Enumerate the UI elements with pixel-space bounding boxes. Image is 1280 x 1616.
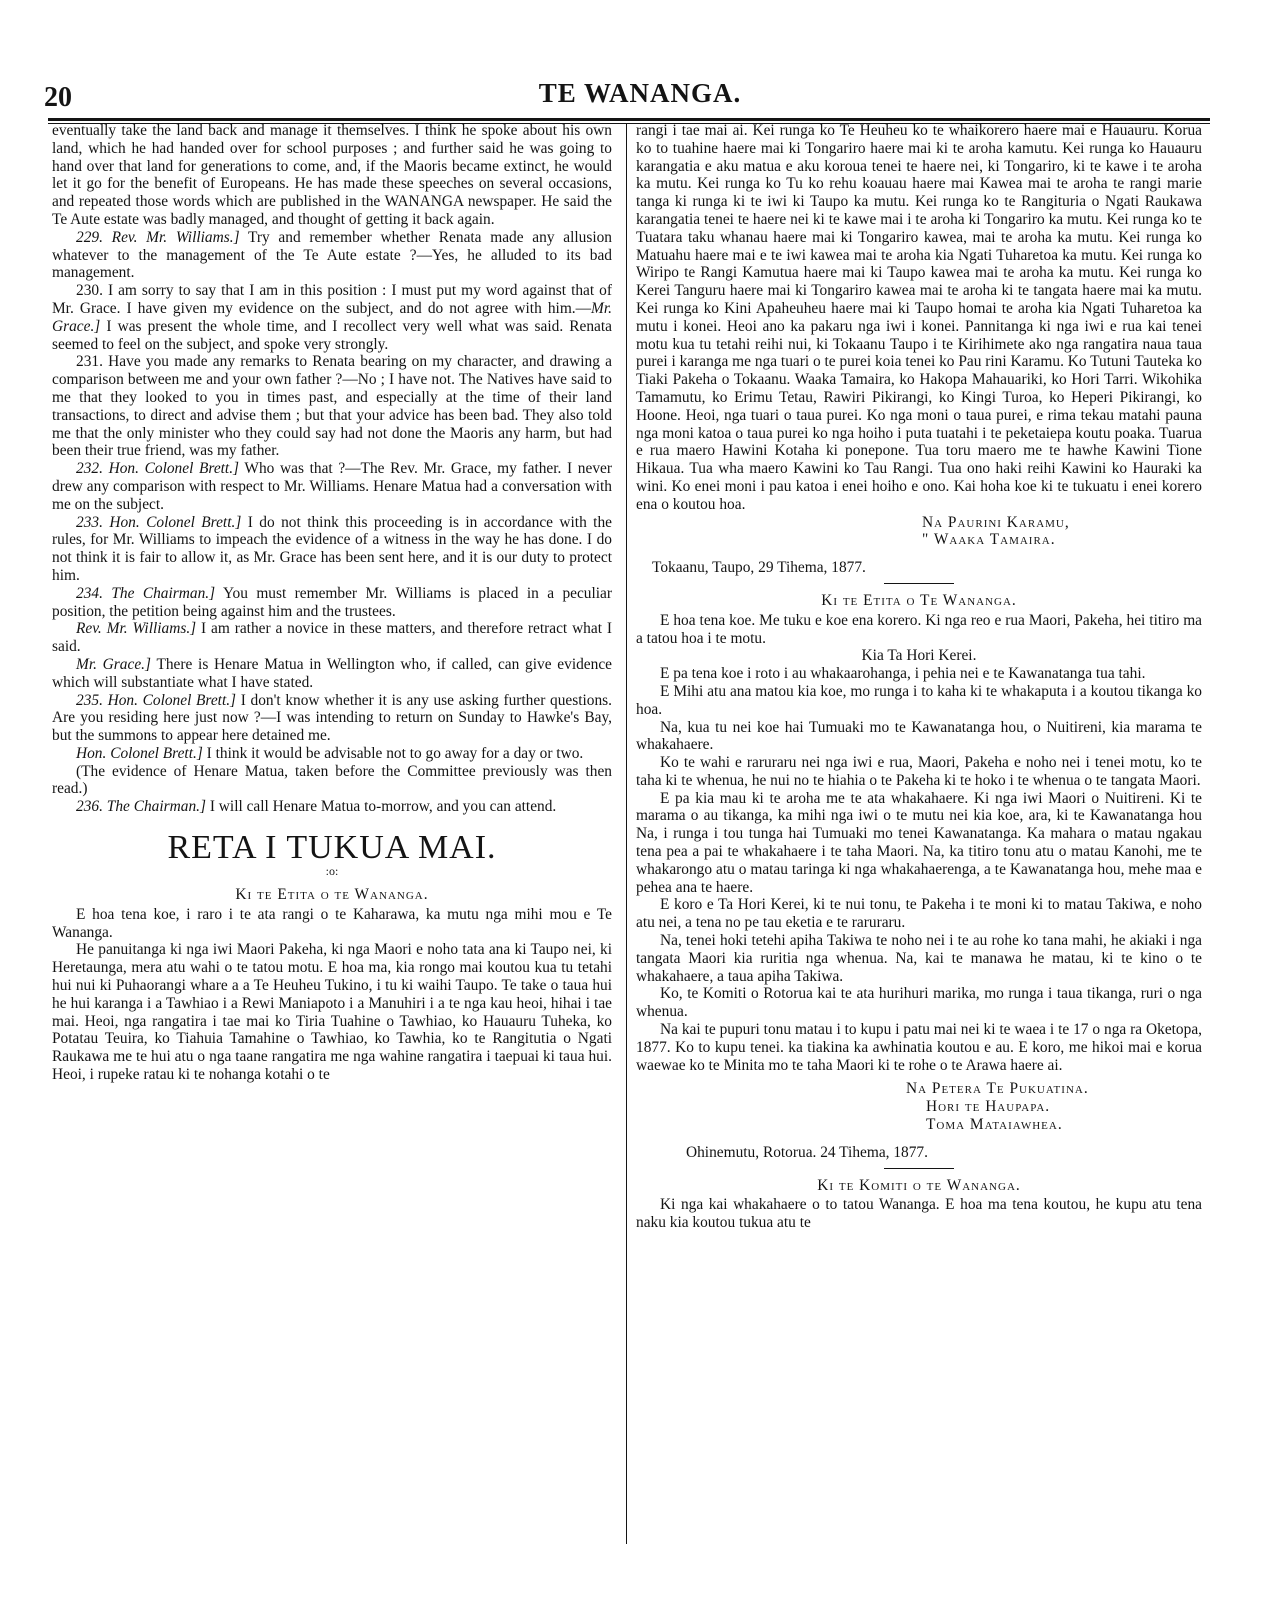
letter-1-body: He panuitanga ki nga iwi Maori Pakeha, ki nga Maori e noho tata ana ki Taupo nei, ki Heretaunga, mera atu wahi o te tatou motu. E hoa ma, kia rongo mai koutou kua tu tetahi hui nui ki Puhaorangi whare a a Te Heuheu Tukino, i tu ki waihi Taupo. Te take o taua hui he hui karanga i a Tawhiao i a Rewi Maniapoto i a Manuhiri i a te nga kau heoi, hihai i tae mai. Heoi, nga rangatira i tae mai ko Tiria Tuahine o Tawhiao, ko Hauauru Tuheka, ko Potatau Teuira, ko Tiahuia Tamahine o Tawhiao, ko Tawhia, ko te Rangitutia o Ngati Raukawa me te hui atu o nga taane rangatira me nga wahine rangatira i taepuai ki taua hui. Heoi, i rupeke ratau ki te nohanga kotahi o te bbox=[52, 941, 612, 1084]
letter-2-signature: Na Petera Te Pukuatina. bbox=[906, 1080, 1089, 1098]
speaker: 236. The Chairman.] bbox=[76, 798, 206, 816]
section-separator: :o: bbox=[325, 864, 339, 879]
letter-2-salutation: E hoa tena koe. Me tuku e koe ena korero. Ki nga reo e rua Maori, Pakeha, hei titiro ma a tatou hoa i te motu. bbox=[636, 611, 1202, 647]
letter-2-signature: Toma Mataiawhea. bbox=[926, 1116, 1063, 1134]
question-235 bbox=[52, 692, 612, 745]
answer-text: I do not think this proceeding is in accordance with the rules, for Mr. Williams to impeach the evidence of a witness in the way he has done. I do not think it is fair to allow it, as Mr. Grace has been sent here, and it is our duty to protect him. bbox=[52, 513, 612, 584]
left-column bbox=[52, 122, 612, 1084]
evidence-note: (The evidence of Henare Matua, taken before the Committee previously was then read.) bbox=[52, 762, 612, 798]
letter-2-paragraph: Ko te wahi e raruraru nei nga iwi e rua, Maori, Pakeha e noho nei i tenei motu, ko te taha ki te whenua, he nui no te hiahia o te Pakeha ki te hoko i te whenua o te tangata Maori. bbox=[636, 754, 1202, 789]
answer-text: I will call Henare Matua to-morrow, and you can attend. bbox=[205, 798, 557, 816]
question-234 bbox=[52, 585, 612, 621]
letter-3-body: Ki nga kai whakahaere o to tatou Wananga. E hoa ma tena koutou, he kupu atu tena naku kia koutou tukua atu te bbox=[636, 1196, 1202, 1232]
letter-1-signature: Na Paurini Karamu, bbox=[922, 513, 1070, 531]
letter-3-address: Ki te Komiti o te Wananga. bbox=[817, 1176, 1021, 1194]
speaker: Mr. Grace.] bbox=[52, 299, 612, 335]
answer-text: You must remember Mr. Williams is placed in a peculiar position, the petition being against him and the trustees. bbox=[52, 584, 613, 620]
letter-1-continued: rangi i tae mai ai. Kei runga ko Te Heuheu ko te whaikorero haere mai e Hauauru. Korua ko to tuahine haere mai ki Tongariro haere mai ki te aroha kamutu. Kei runga ko Hauauru karangatia e aku matua e aku koroua tenei te haere nei, ki Tongariro, ki te kawe i te aroha ka mutu. Kei runga ko Tu ko rehu koauau haere mai Kawea mai te aroha te rangi marie tanga ki runga ki te iwi ki Taupo ka mutu. Kei runga ko te Rangituria o Ngati Raukawa karangatia tenei te haere nei ki te kawe mai i te aroha ki Tongariro ka mutu. Kei runga ko te Tuatara taku whanau haere mai ki Tongariro kawea, mai te aroha ka mutu. Kei runga ko Matuahu haere mai e te iwi kawea mai te aroha kia Ngati Tuharetoa ka mutu. Kei runga ko Wiripo te Rangi Kamutua haere mai ki Taupo kawea mai te aroha ka mutu. Kei runga ko Kerei Tanguru haere mai ki Tongariro kawea mai te aroha ki te tangata haere mai ka mutu. Kei runga ko Kini Apaheuheu haere mai ki Taupo homai te aroha kia Ngati Tuharetoa ka mutu i konei. Heoi ano ka pakaru nga iwi i konei. Pannitanga ki nga iwi e rua kai tenei motu kua tu tetahi reihi nui, ki Tokaanu Taupo i te Kirihimete ako nga rangatira naua taua purei i karanga me nga tuari o te purei koia tenei ko Pau rini Karamu. Ko Tutuni Tauteka ko Tiaki Pakeha o Tokaanu. Waaka Tamaira, ko Hakopa Mahauariki, ko Hori Tarri. Wikohika Tamamutu, ko Erimu Tetau, Rawiri Pikirangi, ko Kingi Turoa, ko Heperi Pikirangi, ko Hoone. Heoi, nga tuari o taua purei. Ko nga moni o taua purei, e rima tekau matahi pauna nga moni katoa o taua purei ko nga hoiho i puta tuatahi i te peketaiepa koutu poaka. Tuarua e rua maero Hawini Kotaha ki ponepone. Tua toru maero me te hawhe Kawini Tione Hikaua. Tua wha maero Kawini ko Tau Rangi. Tua ono haki reihi Kawini ko Hauraki ka wini. Ko enei moni i pau katoa i enei hoiho e ono. Kai hoha koe ki te tukuatu i enei korero ena o koutou hoa. bbox=[636, 122, 1202, 513]
letter-2-paragraph: E pa kia mau ki te aroha me te ata whakahaere. Ki nga iwi Maori o Nuitireni. Ki te marama o au tikanga, ka mihi nga iwi o te mutu nei kia koe, ara, ki te Kawanatanga hou Na, i runga i tou tunga hai Tumuaki mo tenei Kawanatanga. Ka mahara o matau ngakau tena pea a pai te whakahaere i te taha Maori. Na, ka titiro tonu atu o matau Kanohi, me te whakarongo atu o matau taringa ki nga whakahaerenga, a te Kawanatanga hou, mehe maa e pehea ana te haere. bbox=[636, 789, 1202, 896]
letter-1-dateline: Tokaanu, Taupo, 29 Tihema, 1877. bbox=[652, 559, 866, 577]
answer-text: I was present the whole time, and I recollect very well what was said. Renata seemed to feel on the subject, and spoke very strongly. bbox=[52, 317, 612, 353]
question-231: 231. Have you made any remarks to Renata bearing on my character, and drawing a comparison between me and your own father ?—No ; I have not. The Natives have said to me that they looked to you in times past, and especially at the time of their land transactions, to direct and advise them ; but that your advice has been bad. They also told me that the only minister who they could say had not done the Maoris any harm, but had been their true friend, was my father. bbox=[52, 353, 612, 460]
speaker: 234. The Chairman.] bbox=[76, 584, 216, 602]
letter-1-salutation: E hoa tena koe, i raro i te ata rangi o te Kaharawa, ka mutu nga mihi mou e Te Wananga. bbox=[52, 905, 612, 941]
speaker: 232. Hon. Colonel Brett.] bbox=[76, 460, 240, 478]
right-column bbox=[636, 122, 1202, 1232]
speaker: Hon. Colonel Brett.] bbox=[76, 744, 203, 762]
letter-2-address: Ki te Etita o Te Wananga. bbox=[821, 591, 1017, 609]
letter-2-paragraph: E Mihi atu ana matou kia koe, mo runga i to kaha ki te whakaputa i a koutou tikanga ko hoa. bbox=[636, 682, 1202, 718]
letter-1-signature: " Waaka Tamaira. bbox=[922, 531, 1056, 549]
question-229 bbox=[52, 229, 612, 282]
section-heading: RETA I TUKUA MAI. bbox=[167, 829, 497, 867]
letter-2-dateline: Ohinemutu, Rotorua. 24 Tihema, 1877. bbox=[686, 1143, 928, 1161]
question-232 bbox=[52, 460, 612, 513]
column-divider bbox=[626, 124, 627, 1544]
question-233 bbox=[52, 514, 612, 585]
question-230 bbox=[52, 282, 612, 353]
speaker: 229. Rev. Mr. Williams.] bbox=[76, 228, 240, 246]
answer-text: I don't know whether it is any use asking further questions. Are you residing here just now ?—I was intending to return on Sunday to Hawke's Bay, but the summons to appear here detained me. bbox=[52, 691, 612, 745]
statement-brett bbox=[52, 745, 612, 763]
letter-2-paragraph: Ko, te Komiti o Rotorua kai te ata hurihuri marika, mo runga i taua tikanga, ruri o nga whenua. bbox=[636, 985, 1202, 1021]
page-number: 20 bbox=[44, 82, 72, 113]
answer-text: Who was that ?—The Rev. Mr. Grace, my father. I never drew any comparison with respect to Mr. Williams. Henare Matua had a conversation with me on the subject. bbox=[52, 460, 612, 513]
statement-grace bbox=[52, 656, 612, 692]
paragraph-continued: eventually take the land back and manage it themselves. I think he spoke about his own land, which he had handed over for school purposes ; and further said he was going to hand over that land for generations to come, and, if the Maoris became extinct, he would let it go for the benefit of Europeans. He has made these speeches on several occasions, and repeated those words which are published in the WANANGA newspaper. He said the Te Aute estate was badly managed, and thought of getting it back again. bbox=[52, 122, 612, 228]
divider-rule bbox=[884, 583, 954, 584]
speaker: 233. Hon. Colonel Brett.] bbox=[76, 513, 242, 531]
answer-text: I think it would be advisable not to go away for a day or two. bbox=[202, 744, 584, 762]
letter-1-address: Ki te Etita o te Wananga. bbox=[235, 886, 429, 904]
speaker: Rev. Mr. Williams.] bbox=[76, 620, 197, 638]
letter-2-paragraph: Na, tenei hoki tetehi apiha Takiwa te noho nei i te au rohe ko tana mahi, he akiaki i nga tangata Maori kia ruritia nga whenua. Na, kai te manawa he matau, ki te kino o te whakahaere, a taua apiha Takiwa. bbox=[636, 932, 1202, 985]
masthead-title: TE WANANGA. bbox=[538, 78, 742, 108]
letter-2-addressee: Kia Ta Hori Kerei. bbox=[861, 647, 977, 665]
answer-text: Try and remember whether Renata made any allusion whatever to the management of the Te Aute estate ?—Yes, he alluded to its bad management. bbox=[52, 228, 612, 282]
letter-2-signature: Hori te Haupapa. bbox=[926, 1098, 1051, 1116]
letter-2-paragraph: Na, kua tu nei koe hai Tumuaki mo te Kawanatanga hou, o Nuitireni, kia marama te whakahaere. bbox=[636, 718, 1202, 754]
letter-2-paragraph: Na kai te pupuri tonu matau i to kupu i patu mai nei ki te waea i te 17 o nga ra Oketopa, 1877. Ko to kupu tenei. ka tiakina ka awhinatia koutou e au. E koro, me hikoi mai e korua waewae ko te Minita mo te taha Maori ki te rohe o te Arawa haere ai. bbox=[636, 1021, 1202, 1074]
speaker: 235. Hon. Colonel Brett.] bbox=[76, 691, 237, 709]
speaker: Mr. Grace.] bbox=[76, 655, 151, 673]
divider-rule bbox=[884, 1168, 954, 1169]
question-236 bbox=[52, 798, 612, 816]
letter-2-paragraph: E pa tena koe i roto i au whakaarohanga, i pehia nei e te Kawanatanga tua tahi. bbox=[660, 665, 1146, 683]
answer-text: There is Henare Matua in Wellington who, if called, can give evidence which will substantiate what I have stated. bbox=[52, 655, 612, 691]
answer-text: I am rather a novice in these matters, and therefore retract what I said. bbox=[52, 620, 612, 656]
answer-text: 230. I am sorry to say that I am in this position : I must put my word against that of Mr. Grace. I have given my evidence on the subject, and do not agree with him.— bbox=[52, 282, 612, 317]
letter-2-paragraph: E koro e Ta Hori Kerei, ki te nui tonu, te Pakeha i te moni ki to matau Takiwa, e noho atu nei, a tena no pe tau eketia e te raruraru. bbox=[636, 896, 1202, 932]
statement-williams bbox=[52, 620, 612, 656]
